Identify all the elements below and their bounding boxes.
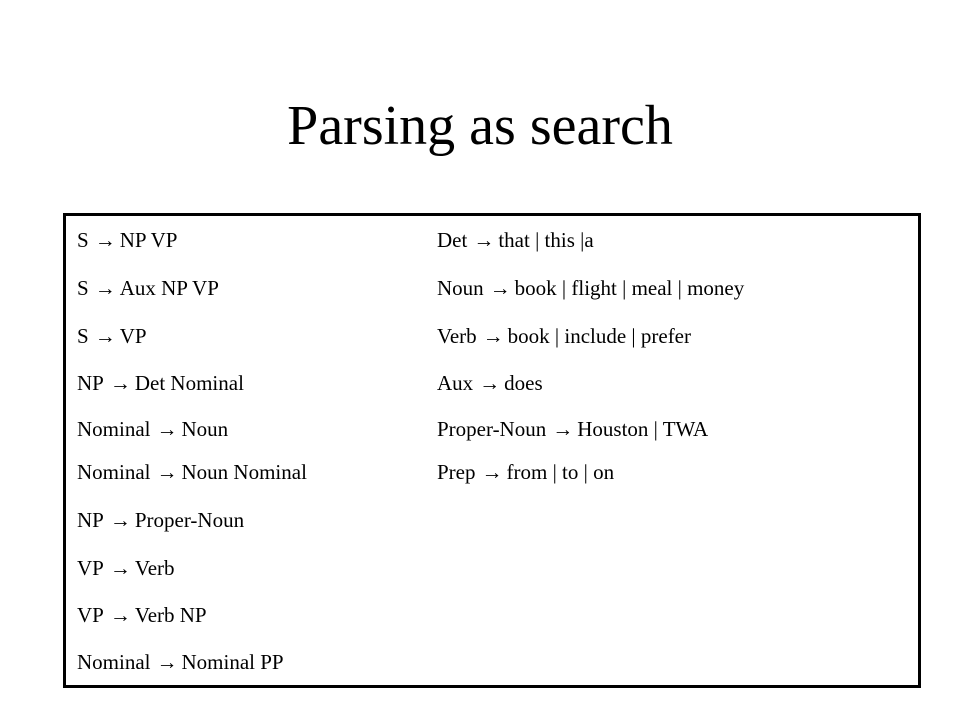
lexicon-rule	[437, 227, 594, 253]
rule-lhs: Noun	[437, 276, 484, 300]
lexicon-rule	[437, 275, 744, 301]
rule-rhs: Verb NP	[134, 603, 207, 627]
grammar-rule	[77, 507, 244, 533]
rule-rhs: Noun Nominal	[181, 460, 307, 484]
rule-lhs: VP	[77, 603, 104, 627]
rule-rhs: Det Nominal	[134, 371, 244, 395]
rewrite-arrow-icon: →	[489, 276, 511, 300]
rule-lhs: NP	[77, 508, 104, 532]
rule-rhs: NP VP	[119, 228, 178, 252]
rule-lhs: Verb	[437, 324, 477, 348]
lexicon-rule	[437, 416, 708, 442]
rewrite-arrow-icon: →	[94, 276, 116, 300]
rule-lhs: NP	[77, 371, 104, 395]
rewrite-arrow-icon: →	[109, 556, 131, 580]
grammar-rule	[77, 323, 147, 349]
rule-rhs: Houston | TWA	[577, 417, 709, 441]
rewrite-arrow-icon: →	[109, 508, 131, 532]
rule-rhs: Proper-Noun	[134, 508, 245, 532]
rule-rhs: Nominal PP	[181, 650, 284, 674]
rule-lhs: Det	[437, 228, 468, 252]
rewrite-arrow-icon: →	[552, 417, 574, 441]
lexicon-rule	[437, 459, 614, 485]
grammar-rule	[77, 602, 207, 628]
rule-lhs: Nominal	[77, 460, 151, 484]
rule-rhs: that | this |a	[498, 228, 594, 252]
rewrite-arrow-icon: →	[156, 650, 178, 674]
rewrite-arrow-icon: →	[156, 417, 178, 441]
rule-lhs: Prep	[437, 460, 476, 484]
rewrite-arrow-icon: →	[473, 228, 495, 252]
rewrite-arrow-icon: →	[109, 371, 131, 395]
rewrite-arrow-icon: →	[156, 460, 178, 484]
rewrite-arrow-icon: →	[94, 228, 116, 252]
rule-lhs: Proper-Noun	[437, 417, 547, 441]
rule-rhs: book | flight | meal | money	[514, 276, 745, 300]
rewrite-arrow-icon: →	[109, 603, 131, 627]
grammar-rule	[77, 649, 284, 675]
grammar-rule	[77, 370, 244, 396]
rewrite-arrow-icon: →	[481, 460, 503, 484]
rule-lhs: S	[77, 276, 89, 300]
rule-lhs: S	[77, 228, 89, 252]
grammar-rule	[77, 227, 177, 253]
grammar-rule	[77, 459, 307, 485]
rule-lhs: Aux	[437, 371, 474, 395]
grammar-rule	[77, 555, 175, 581]
grammar-rule	[77, 275, 219, 301]
lexicon-rule	[437, 323, 691, 349]
rule-lhs: VP	[77, 556, 104, 580]
rule-lhs: Nominal	[77, 650, 151, 674]
rule-rhs: Aux NP VP	[119, 276, 219, 300]
slide-title: Parsing as search	[287, 95, 673, 157]
grammar-rule	[77, 416, 228, 442]
rule-rhs: VP	[119, 324, 147, 348]
lexicon-rule	[437, 370, 543, 396]
rewrite-arrow-icon: →	[479, 371, 501, 395]
rewrite-arrow-icon: →	[482, 324, 504, 348]
rule-rhs: from | to | on	[506, 460, 615, 484]
rule-lhs: Nominal	[77, 417, 151, 441]
rewrite-arrow-icon: →	[94, 324, 116, 348]
rule-rhs: Verb	[134, 556, 175, 580]
rule-lhs: S	[77, 324, 89, 348]
rule-rhs: does	[504, 371, 543, 395]
rule-rhs: book | include | prefer	[507, 324, 691, 348]
rule-rhs: Noun	[181, 417, 229, 441]
grammar-rules-box	[63, 213, 921, 688]
